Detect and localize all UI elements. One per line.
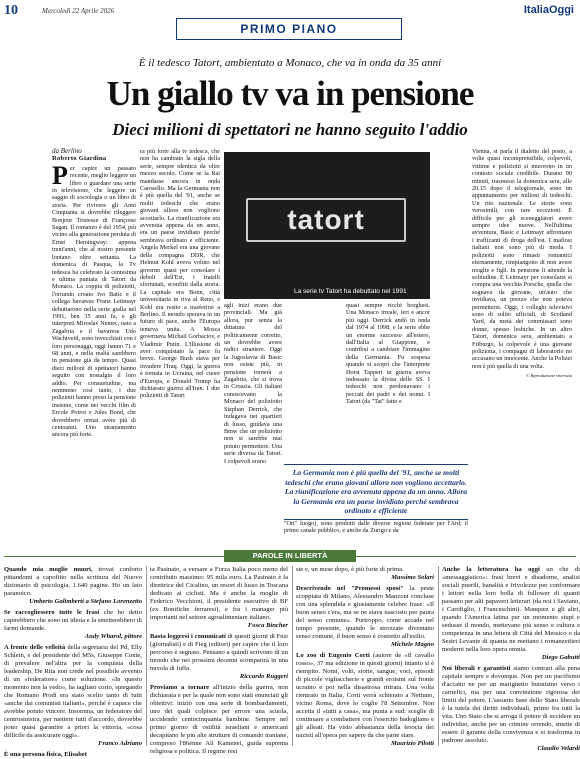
quote-lead: Quando mia moglie muori, <box>4 566 93 573</box>
quote-text: della segretaria del Pd, Elly Schlein, e del presidente del M5s, Giuseppe Conte, di prevalere nel'altra per la conquista della leadership, De Rita non crede nel possibile avvento di un «federatore» come soluzione. «In questo momento non la vedo», ha tagliato corto, spiegando che Romano Prodi era stato scelto tanto di tutti «anche dai comunisti italiani», perché è capace che avrebbe potuto vincere. Insomma, un federatore del centrosinistra, per mettere tutti d'accordo, dovrebbe poter quasi garantire a priori la vittoria, «cosa difficile da assicurare oggi». <box>4 644 142 739</box>
quote-item <box>150 633 288 673</box>
tatort-photo <box>224 152 430 299</box>
quote-item <box>4 566 142 598</box>
quote-text: la peste scoppiata di Milano, Alessandro Manzoni concluse con una splendida e giustamente celebre frase: «Il buon senso c'era, ma se ne stava nascosto per paura del senso comune». Purtroppo, come accade nel tempo presente, quando le strozzate diventano senso comune, il buon senso è costretto all'esilio. <box>296 585 434 640</box>
article-column-2 <box>140 148 220 543</box>
column-text: quasi sempre ricchi borghesi. Una Monaco irreale, ieri e ancor più oggi. Derrick andò in onda dal 1974 al 1998, e la serie ebbe un enorme successo all'estero, dall'Italia al Giappone, e contribuì a cambiare l'immagine della Germania. Fu sospesa quando si scoprì che l'interprete Horst Tappert in guerra aveva indossato la divisa delle SS. I tedeschi non perdonavano i peccati dei padri e dei nonni. I Tatort (da "Tat" fatto e <box>346 302 430 406</box>
quote-item <box>4 751 142 759</box>
quote-item <box>442 665 580 745</box>
quote-item <box>296 566 434 574</box>
column-text: agli inizi erano due provinciali. Ma già allora, pur senza la dittatura del politicamente corretto, un dovrebbe avere radici straniere. Oggi la Jugoslavia di Basic non esiste più, in pensione tornerà a Zagabria, che si trova in Croazia. Gli italiani conoscevano la Monaco del poliziotto Stephan Derrick, che indagava nei quartieri di lusso, guidava una Bmw che un poliziotto non si sarebbe mai potuto permettere. Una serie diversa da Tatort. I colpevoli erano <box>224 302 282 465</box>
article-title: Un giallo tv va in pensione <box>106 74 474 113</box>
quote-lead: Lo zoo di Eugenio Corti <box>296 652 370 659</box>
quote-signature: Michele Magno <box>390 641 434 648</box>
quote-text: trovai conforto pittandomi a capofitto nella scrittura del Nuovo dizionario di psicologia, 1.640 pagine. Ho un lato paranoico. <box>4 566 142 597</box>
quote-lead: Proviamo a tornare <box>150 684 210 691</box>
quote-text: siamo contrari alla pena capitale sempre e dovunque. Non per un pacifismo d'accatto ne per un marignetto buonismo verso i carnefici, ma per una convinzione rigorosa dei limiti del potere. L'assunto base dello Stato liberale è la tutela dei diritti individuali, primo fra tutti la vita. Uno Stato che si arroga il potere di uccidere un individuo, anche per un crimine orrendo, smette di essere il garante della convivenza e si trasforma in padrone assoluto. <box>442 665 580 744</box>
column-text: ra più forte alla tv tedesca, che non ha cambiato la sigla della serie, sempre identica da oltre mezzo secolo. Come se la Rai mandasse ancora in onda Carosello. Ma la Germania non è più quella del '91, anche se molti tedeschi che erano giovani allora non vogliono accettarlo. La riunificazione era avvenuta appena da un anno, era un paese invidiato perché sembrava ordinato e efficiente. Angela Merkel era una giovane della compagna DDR, che Helmut Kohl aveva voluto nel governo quasi per consolare i deboli dell'Est, i fratelli sfortunati, sconfitti dalla storia. La capitale era Bonn, città universitaria in riva al Reno, e Kohl era restio a trasferirsi a Berlino. Il mondo sperava in un futuro di pace, anche l'Europa temeva unita. A Mosca governava Michail Gorbaciov, e Vladimir Putin. L'illusione di aver conquistato la pace fu breve. George Bush stava per invadere l'Iraq. Oggi, la guerra è tornata in Ucraina, nel cuore d'Europa, e Donald Trump ha dichiarato guerra all'Iran. I due poliziotti di Tatort <box>140 148 220 400</box>
quote-item <box>150 566 288 622</box>
pull-quote: La Germania non è più quella del '91, anche se molti tedeschi che erano giovani allora non vogliono accettarlo. La riunificazione era avvenuta appena da un anno. Allora la Germania era un paese invidiato perché sembrava ordinato e efficiente <box>284 464 468 520</box>
article-column-3b <box>286 302 342 462</box>
quote-item <box>150 684 288 756</box>
quote-text: all'inizio della guerra, non dichiarata e per la quale non sono stati enunciati gli obiettivi: iniziò con una serie di bombardamenti, uno dei quali colpisce per errore una scuola, uccidendo centocinquanta bambine. Sempre nel primo giorno di ostilità israeliani e americani decapitano le più alte strutture di comando iraniane, compreso l'86enne Ali Kamenei, guida suprema religiosa e politica. Il regime resi <box>150 684 289 755</box>
newspaper-logo: ItaliaOggi <box>523 4 574 16</box>
article-column-1 <box>52 148 136 543</box>
quote-signature: Diego Gabutti <box>541 654 580 661</box>
parole-column-2 <box>150 566 289 755</box>
tatort-logo: tatort <box>246 198 406 242</box>
quote-lead: Se raccogliessero tutte le frasi <box>4 609 100 616</box>
quote-text: ste e, un mese dopo, è più forte di prima. <box>296 566 404 573</box>
photo-caption: La serie tv Tatort ha debuttato nel 1991 <box>294 288 407 295</box>
column-text: er capire un passato recente, meglio leggere un libro o guardare una serie in televisione, che leggere un saggio di sociologia o un libro di storia. Per rivivere gli Anni Cinquanta si dovrebbe rileggere Bonjour Tristesse di Françoise Sagan. Il romanzo è del 1954, più vicino alla generazione perduta di Ernst Hemingway: appena trent'anni, che al nostro presente lontano oltre settanta. La domenica di Pasqua, la Tv tedesca ha celebrato la centesima e ultima puntata di Tatort da Monaco. La coppia di poliziotti, l'oriundo croato Ivo Batic e il collega bavarese Franz Leitmayr debuttarono nella serie gialla nel 1991, ben 35 anni fa, e gli interpreti Miroslav Nemec, nato a Zagabria e il bavarese Udo Wachtveitl, sono invecchiati con i loro personaggi, oggi hanno 71 e 68 anni, e nella realtà sarebbero in pensione già da tempo. Quasi dieci milioni di spettatori hanno seguito con nostalgia il loro addio. Per consuetudine, ma nemmeno così tanto, i due poliziotti hanno preso la pensione insieme, come nei vecchi film di Ercole Poirot e Jules Bond, che dovrebbero ormai avere più di centoanni. Uno straniamento ancora più forte. <box>52 164 136 439</box>
parole-column-1 <box>4 566 142 758</box>
quote-signature: Maurizio Pilotti <box>390 740 434 747</box>
article-column-4-body <box>346 302 430 462</box>
column-divider <box>292 566 293 746</box>
quote-lead: A fronte delle velleità <box>4 644 66 651</box>
quote-text: di questi giorni di Fnsi (giornalisti) e di Fieg (editori) per capire che il loro percorso è segnato. Pensano a quindi scrivono di un mondo che nei prossimi decenni scomparirà in una nuvola di fuffa. <box>150 633 288 672</box>
copyright-note: © Riproduzione riservata <box>526 373 572 379</box>
quote-signature: Franco Adriano <box>98 740 142 747</box>
quote-lead: È una persona fisica, Elisabet <box>4 751 87 758</box>
quote-item <box>4 609 142 633</box>
quote-signature: Massimo Solari <box>391 574 434 581</box>
quote-text: (autore de «Il cavallo rosso», 37 ma edizione in questi giorni) intanto si è riempito. Nomi, volti, storie, sangue, voci, episodi di piccole vigliaccherie e grandi eroismi sul fronte ucraino e poi nella disastrosa ritirata. Una volta rientrato in Italia, Corti verrà schierato a Nettuno, vicino Roma, dove lo coglie l'8 Settembre. Non accetta il «tutti a casa», ma punta a sud: sceglie di continuare a combattere con l'esercito badogliano e gli alleati. Ha visto abbastanza della ferocia dei nazisti all'opera per sapere da che parte stare. <box>296 652 435 739</box>
quote-lead: Noi liberali e garantisti <box>442 665 511 672</box>
quote-signature: Fosca Bincher <box>247 622 288 629</box>
column-text: "Ort" luogo), sono prodotti dalle diverse regioni federate per l'Ard; il primo canale pubblico, e anche da Zurigo e da <box>284 520 468 535</box>
quote-signature: Umberto Galimberti a Stefano Lorenzetto <box>29 598 142 605</box>
quote-item <box>442 566 580 654</box>
quote-lead: Anche la letteratura ha oggi <box>442 566 540 573</box>
section-title: PRIMO PIANO <box>176 18 402 40</box>
quote-signature: Andy Wharol, pittore <box>84 633 142 640</box>
article-subtitle: Dieci milioni di spettatori ne hanno seguito l'addio <box>112 120 468 139</box>
band-label: PAROLE IN LIBERTÀ <box>224 550 356 562</box>
quote-text: ta Pasinato, a versare a Forza Italia poco meno del contributo massimo: 95 mila euro. La Pasinato è la direttrice del Cicalino, un resort di lusso in Toscana dedicato ai ciclisti. Ma è anche la moglie di Federico Vecchioni, il presidente esecutivo di BF (ex Bonifiche ferraresi), e fra i manager più importanti nel settore agroalimentare italiano. <box>150 566 288 621</box>
quote-item <box>296 652 434 740</box>
quote-signature: Riccardo Ruggeri <box>239 673 288 680</box>
quote-text: un che di «messaggistico»: frasi brevi e disadorne, analisi sociali puerili, banalità e frivolezze per conformare i lettori nella loro bolla di follower di quanti passano per alti papaveri letterari (da noi i Saviano, i Carofiglio, i Franceschini). Manquez e gli altri, quando l'America latina per un momento stupì e sedusse il mondo, mettevano più senso e cultura e competenza in una lettera di Città del Messico o da Sestri Levante di quanta ne mettano i romanzettieri moderni nella loro opera omnia. <box>442 566 580 653</box>
author-byline: Roberto Giardina <box>52 155 107 163</box>
article-column-3-bottom <box>284 520 468 546</box>
parole-column-4 <box>442 566 580 751</box>
quote-lead: Descrivendo nel "Promessi sposi" <box>296 585 404 592</box>
quote-signature: Claudio Velardi <box>537 745 580 752</box>
column-text: Vienna, si parla il dialetto del posto, a volte quasi incomprensibile, colpevoli, vittime e poliziotti si muovono in un contesto sociale credibile. Durano 90 minuti, trasmessi la domenica sera, alle 20.15 dopo il telegiornale, sono un appuntamento per milioni di tedeschi. Un rito nazionale. Le storie sono verosimili, con rare eccezioni. È difficile per gli sceneggiatori avere sempre idee nuove. Nell'ultima avventura, Basic e Leitmayr affrontano i trafficanti di droga dell'est. I mafiosi italiani non sono più di moda. I poliziotti sono rimasti romantici eternamente, rimpiangono di non avere moglie e figli. In pensione li attende la solitudine. E Leitmayr per consolarsi si compra una vecchia Porsche, quella che sognava da giovane, un'auto che invidiava, un prezzo che non poteva permettersi. Oggi, i colleghi televisivi sono di solito ufficiali, di Scotland Yard, da metà dei commissari sono donne, spesso lesbiche. In un altro Tatort, domenica sera, ambientato a Friburgo, la colpevole è una giovane poliziotta, i compagni di laboratorio no accusano un innocente. Anche la Polizei non è più quella di una volta. <box>472 148 572 370</box>
issue-date: Mercoledì 22 Aprile 2026 <box>42 7 115 15</box>
dateline: da Berlino <box>52 147 82 155</box>
article-kicker: È il tedesco Tatort, ambientato a Monaco, che va in onda da 35 anni <box>138 57 442 69</box>
quote-item <box>4 644 142 740</box>
parole-in-liberta-band <box>0 550 580 562</box>
column-divider <box>146 566 147 746</box>
parole-column-3 <box>296 566 434 751</box>
quote-lead: Basta leggersi i comunicati <box>150 633 226 640</box>
article-column-5 <box>472 148 572 543</box>
quote-text: che ho detto capirebbero che sono un idiota e la smetterebbero di farmi domande. <box>4 609 142 632</box>
page-number: 10 <box>4 3 18 18</box>
quote-item <box>296 585 434 641</box>
article-column-3 <box>224 302 282 464</box>
drop-cap: P <box>52 160 68 190</box>
column-divider <box>438 566 439 746</box>
